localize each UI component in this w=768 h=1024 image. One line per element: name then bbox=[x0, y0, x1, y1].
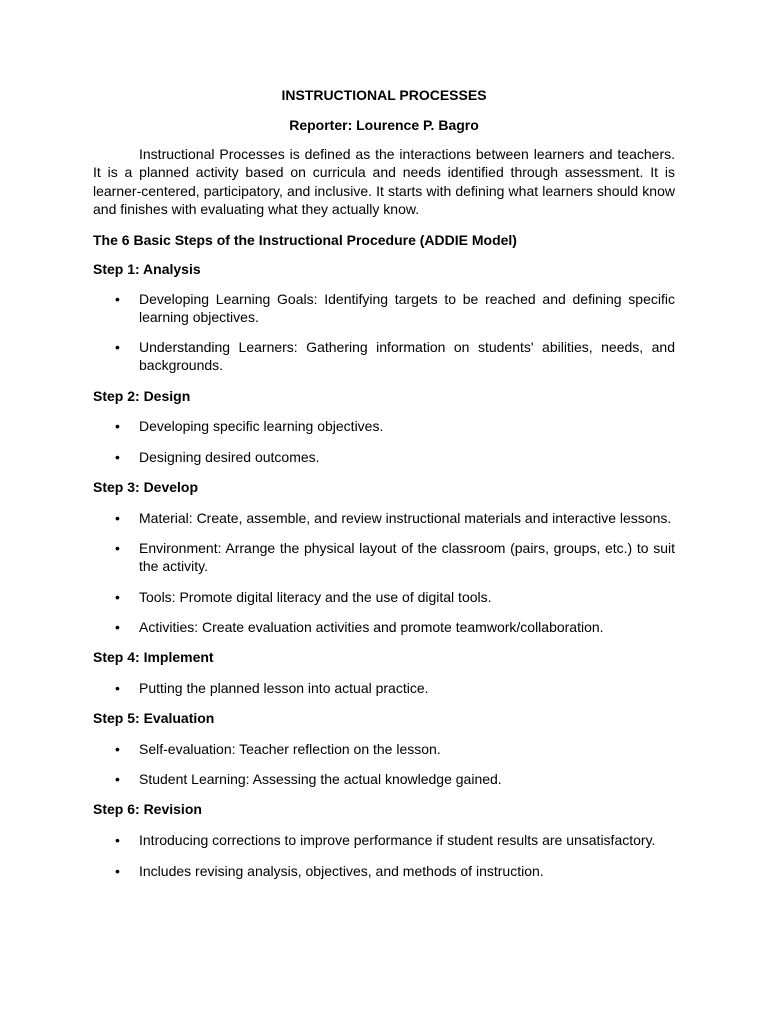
list-item-text: Student Learning: Assessing the actual knowledge gained. bbox=[139, 771, 502, 787]
bullet-icon: • bbox=[115, 510, 120, 526]
list-item-text: Developing Learning Goals: Identifying targets to be reached and defining specific learning objectives. bbox=[139, 291, 675, 326]
bullet-icon: • bbox=[115, 741, 120, 757]
list-item-text: Developing specific learning objectives. bbox=[139, 418, 384, 434]
list-item-text: Putting the planned lesson into actual practice. bbox=[139, 680, 429, 696]
list-item-text: Tools: Promote digital literacy and the use of digital tools. bbox=[139, 589, 492, 605]
list-item-text: Activities: Create evaluation activities and promote teamwork/collaboration. bbox=[139, 619, 604, 635]
steps-heading: The 6 Basic Steps of the Instructional Procedure (ADDIE Model) bbox=[93, 232, 517, 248]
bullet-icon: • bbox=[115, 771, 120, 787]
bullet-icon: • bbox=[115, 418, 120, 434]
list-item-text: Environment: Arrange the physical layout of the classroom (pairs, groups, etc.) to suit the activity. bbox=[139, 540, 675, 575]
bullet-icon: • bbox=[115, 449, 120, 465]
step-heading: Step 1: Analysis bbox=[93, 261, 201, 277]
step-heading: Step 5: Evaluation bbox=[93, 710, 215, 726]
list-item-text: Designing desired outcomes. bbox=[139, 449, 320, 465]
list-item-text: Self-evaluation: Teacher reflection on the lesson. bbox=[139, 741, 441, 757]
list-item-text: Understanding Learners: Gathering information on students' abilities, needs, and backgrounds. bbox=[139, 339, 675, 374]
bullet-icon: • bbox=[115, 291, 120, 307]
bullet-icon: • bbox=[115, 680, 120, 696]
bullet-icon: • bbox=[115, 589, 120, 605]
reporter-line: Reporter: Lourence P. Bagro bbox=[289, 117, 479, 133]
step-heading: Step 2: Design bbox=[93, 388, 191, 404]
list-item-text: Material: Create, assemble, and review instructional materials and interactive lessons. bbox=[139, 510, 672, 526]
list-item-text: Includes revising analysis, objectives, and methods of instruction. bbox=[139, 863, 544, 879]
bullet-icon: • bbox=[115, 619, 120, 635]
step-heading: Step 3: Develop bbox=[93, 479, 199, 495]
step-heading: Step 6: Revision bbox=[93, 801, 202, 817]
intro-paragraph: Instructional Processes is defined as the interactions between learners and teachers. It is a planned activity based on curricula and needs identified through assessment. It is learner-centered, participatory, and inclusive. It starts with defining what learners should know and finishes with evaluating what they actually know. bbox=[93, 146, 675, 217]
bullet-icon: • bbox=[115, 339, 120, 355]
list-item-text: Introducing corrections to improve performance if student results are unsatisfactory. bbox=[139, 832, 656, 848]
bullet-icon: • bbox=[115, 540, 120, 556]
bullet-icon: • bbox=[115, 832, 120, 848]
bullet-icon: • bbox=[115, 863, 120, 879]
document-title: INSTRUCTIONAL PROCESSES bbox=[281, 87, 487, 103]
step-heading: Step 4: Implement bbox=[93, 649, 214, 665]
